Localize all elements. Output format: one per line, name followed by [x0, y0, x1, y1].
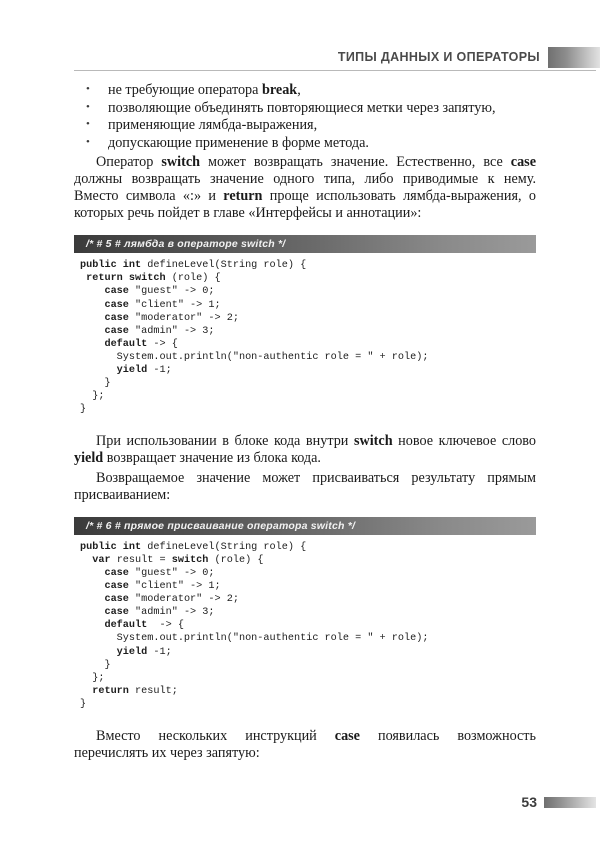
code-keyword: yield [80, 646, 148, 658]
code-text: "client" -> 1; [128, 299, 221, 311]
para-keyword-case: case [334, 727, 360, 744]
code-listing-5-caption-text: /* # 5 # лямбда в операторе switch */ [86, 238, 286, 251]
para-text: проще использовать лямбда-выражения, о которых речь пойдет в главе «Интерфейсы и аннотации»: [74, 188, 536, 222]
code-text: System.out.println("non-authentic role = " + role); [80, 633, 429, 645]
para-keyword-return: return [223, 188, 263, 205]
code-keyword: case [80, 607, 129, 619]
list-item-text-a: применяющие лямбда-выражения, [108, 117, 318, 134]
code-keyword: public int [80, 541, 142, 553]
code-keyword: case [80, 286, 129, 298]
footer-gradient-bar [544, 797, 596, 808]
para-text: может возвращать значение. Естественно, все [200, 153, 511, 170]
paragraph-case-list [74, 728, 536, 762]
code-keyword: default [80, 338, 148, 350]
para-keyword-switch: switch [161, 153, 201, 170]
code-keyword: yield [80, 365, 148, 376]
code-text: -> { [147, 620, 184, 632]
code-text: -> { [147, 338, 178, 350]
code-text: }; [80, 672, 105, 684]
code-text: (role) { [208, 554, 264, 566]
code-listing-6-caption-bar [74, 517, 536, 535]
code-text: "guest" -> 0; [128, 567, 215, 579]
list-item [74, 135, 536, 152]
paragraph-switch-return [74, 154, 536, 222]
code-listing-6-caption-text: /* # 6 # прямое присваивание оператора switch */ [86, 519, 356, 532]
para-text: должны возвращать значение одного типа, либо приводимые к нему. Вместо символа «:» и [74, 170, 536, 205]
code-keyword: return [80, 685, 129, 697]
para-text: При использовании в блоке кода внутри [96, 433, 354, 450]
page-title: ТИПЫ ДАННЫХ И ОПЕРАТОРЫ [337, 50, 540, 64]
code-text: "client" -> 1; [128, 581, 221, 593]
code-text: "moderator" -> 2; [128, 312, 239, 324]
list-item [74, 82, 536, 99]
code-text: System.out.println("non-authentic role = " + role); [80, 351, 429, 363]
code-keyword: case [80, 299, 129, 311]
code-text: } [80, 659, 111, 671]
code-text: defineLevel(String role) { [141, 541, 307, 553]
list-item [74, 117, 536, 134]
code-keyword: case [80, 594, 129, 606]
feature-bullet-list [74, 82, 536, 152]
list-item-text-a: позволяющие объединять повторяющиеся метки через запятую, [108, 99, 496, 116]
code-text: result = [110, 554, 172, 566]
code-listing-5 [74, 235, 536, 416]
code-keyword: default [80, 620, 148, 632]
header-gradient-bar [548, 47, 600, 68]
code-text: -1; [147, 365, 172, 376]
list-item [74, 100, 536, 117]
paragraph-yield [74, 433, 536, 467]
list-item-text-a: не требующие оператора [108, 82, 262, 98]
code-keyword: return switch [80, 273, 166, 285]
code-listing-6-body [74, 541, 536, 711]
code-listing-5-caption-bar [74, 235, 536, 253]
page-footer [521, 794, 596, 810]
code-keyword: case [80, 325, 129, 337]
code-text: } [80, 698, 87, 710]
code-keyword: var [80, 554, 111, 566]
code-text: "moderator" -> 2; [128, 594, 239, 606]
para-text: появилась возможность перечислять их через запятую: [74, 727, 536, 762]
code-text: result; [128, 685, 178, 697]
para-text: возвращает значение из блока кода. [103, 450, 321, 467]
code-text: -1; [147, 646, 172, 658]
code-text: (role) { [165, 273, 221, 285]
page-content [74, 82, 536, 762]
page-number: 53 [521, 794, 537, 810]
code-text: } [80, 404, 87, 416]
header-divider [74, 70, 596, 71]
code-listing-5-body [74, 259, 536, 416]
para-keyword-yield: yield [74, 450, 104, 467]
para-text: Оператор [96, 153, 162, 170]
paragraph-assignment: Возвращаемое значение может присваиваться результату прямым присваиванием: [74, 469, 536, 503]
code-text: "admin" -> 3; [128, 607, 215, 619]
code-text: }; [80, 391, 105, 403]
list-item-text-a: допускающие применение в форме метода. [108, 134, 369, 151]
code-text: defineLevel(String role) { [141, 260, 307, 272]
code-keyword: case [80, 581, 129, 593]
para-keyword-case: case [510, 153, 536, 170]
code-keyword: public int [80, 260, 142, 272]
code-listing-6 [74, 517, 536, 711]
code-text: "admin" -> 3; [128, 325, 215, 337]
list-item-keyword: break [261, 82, 298, 98]
code-text: "guest" -> 0; [128, 286, 215, 298]
code-keyword: switch [171, 554, 209, 566]
list-item-text-b: , [297, 82, 301, 98]
code-keyword: case [80, 567, 129, 579]
code-keyword: case [80, 312, 129, 324]
para-text: Вместо нескольких инструкций [96, 727, 335, 744]
code-text: } [80, 378, 111, 390]
running-header [0, 44, 600, 70]
para-keyword-switch: switch [353, 433, 393, 450]
para-text: новое ключевое слово [392, 433, 536, 450]
